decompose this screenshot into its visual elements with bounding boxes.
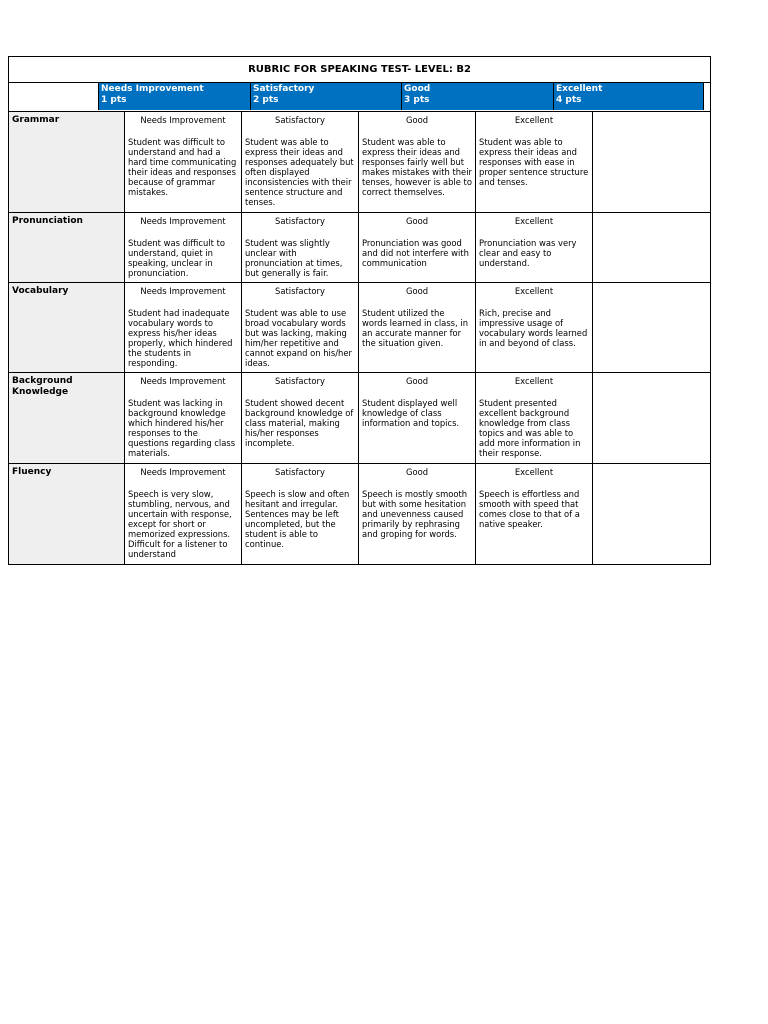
empty-cell [593,283,710,372]
criteria-list [9,112,710,564]
rubric-table [8,56,711,565]
rubric-cell [125,373,242,463]
rubric-cell [476,213,593,282]
level-points: 1 pts [101,95,127,105]
cell-level-label: Satisfactory [275,467,325,477]
cell-level-label: Excellent [514,115,554,125]
cell-level-label: Satisfactory [275,216,325,226]
rubric-cell [359,283,476,372]
cell-level-label: Excellent [514,467,554,477]
cell-description: Student was difficult to understand and had a hard time communicating their ideas and responses because of grammar mistakes. [128,137,237,197]
cell-level-label: Excellent [514,286,554,296]
cell-description: Student presented excellent background knowledge from class topics and was able to add more information in their response. [479,398,581,458]
cell-description: Student was able to express their ideas and responses with ease in proper sentence structure and tenses. [479,137,589,187]
cell-level-label: Needs Improvement [140,115,226,125]
rubric-cell [125,213,242,282]
criterion-row [9,283,710,373]
cell-description: Speech is effortless and smooth with speed that comes close to that of a native speaker. [479,489,580,529]
cell-level-label: Good [405,376,429,386]
cell-description: Speech is mostly smooth but with some hesitation and unevenness caused primarily by rephrasing and groping for words. [362,489,468,539]
criterion-name: Background Knowledge [9,373,125,463]
cell-description: Student displayed well knowledge of class information and topics. [362,398,460,428]
level-name: Good [404,84,431,94]
cell-level-label: Needs Improvement [140,216,226,226]
rubric-cell [476,283,593,372]
empty-cell [593,112,710,212]
cell-description: Pronunciation was very clear and easy to understand. [479,238,577,268]
cell-level-label: Needs Improvement [140,467,226,477]
rubric-title: RUBRIC FOR SPEAKING TEST- LEVEL: B2 [9,57,710,83]
level-name: Satisfactory [253,84,315,94]
cell-description: Rich, precise and impressive usage of vocabulary words learned in and beyond of class. [479,308,588,348]
cell-level-label: Excellent [514,216,554,226]
rubric-cell [242,373,359,463]
rubric-cell [476,112,593,212]
cell-level-label: Good [405,467,429,477]
cell-description: Student had inadequate vocabulary words to express his/her ideas properly, which hindered the students in responding. [128,308,233,368]
rubric-cell [359,213,476,282]
level-points: 2 pts [253,95,279,105]
level-name: Needs Improvement [101,84,204,94]
cell-level-label: Needs Improvement [140,376,226,386]
cell-level-label: Good [405,216,429,226]
cell-description: Student was able to use broad vocabulary words but was lacking, making him/her repetitive and cannot expand on his/her ideas. [245,308,352,368]
rubric-cell [125,112,242,212]
rubric-cell [359,464,476,564]
criterion-row [9,373,710,464]
cell-description: Speech is very slow, stumbling, nervous, and uncertain with response, except for short or memorized expressions. Difficult for a listener to understand [128,489,232,559]
cell-level-label: Excellent [514,376,554,386]
rubric-cell [125,464,242,564]
cell-level-label: Needs Improvement [140,286,226,296]
cell-description: Student was lacking in background knowledge which hindered his/her responses to the questions regarding class materials. [128,398,236,458]
cell-description: Student was able to express their ideas and responses fairly well but makes mistakes with their tenses, however is able to correct themselves. [362,137,472,197]
criterion-name: Fluency [9,464,125,564]
empty-cell [593,213,710,282]
rubric-cell [359,373,476,463]
rubric-cell [125,283,242,372]
cell-description: Student was slightly unclear with pronunciation at times, but generally is fair. [245,238,343,278]
criterion-name: Vocabulary [9,283,125,372]
cell-level-label: Satisfactory [275,286,325,296]
empty-cell [593,373,710,463]
rubric-cell [359,112,476,212]
level-points: 3 pts [404,95,430,105]
rubric-cell [242,464,359,564]
criterion-name: Grammar [9,112,125,212]
cell-level-label: Satisfactory [275,376,325,386]
cell-description: Student showed decent background knowledge of class material, making his/her responses incomplete. [245,398,354,448]
level-header-row [9,83,710,112]
rubric-cell [242,112,359,212]
cell-description: Student utilized the words learned in class, in an accurate manner for the situation given. [362,308,469,348]
level-header-good [401,83,553,110]
cell-description: Pronunciation was good and did not interfere with communication [362,238,469,268]
level-points: 4 pts [556,95,582,105]
rubric-cell [476,373,593,463]
cell-description: Student was difficult to understand, quiet in speaking, unclear in pronunciation. [128,238,225,278]
level-name: Excellent [556,84,603,94]
cell-description: Speech is slow and often hesitant and irregular. Sentences may be left uncompleted, but the student is able to continue. [245,489,350,549]
cell-level-label: Satisfactory [275,115,325,125]
criterion-name: Pronunciation [9,213,125,282]
level-header-satisfactory [250,83,401,110]
level-header-needs-improvement [98,83,250,110]
criterion-row [9,112,710,213]
cell-level-label: Good [405,115,429,125]
rubric-cell [242,213,359,282]
cell-description: Student was able to express their ideas and responses adequately but often displayed inconsistencies with their sentence structure and tenses. [245,137,354,207]
criterion-row [9,464,710,564]
empty-cell [593,464,710,564]
level-header-excellent [553,83,704,110]
rubric-cell [242,283,359,372]
rubric-cell [476,464,593,564]
cell-level-label: Good [405,286,429,296]
criterion-row [9,213,710,283]
